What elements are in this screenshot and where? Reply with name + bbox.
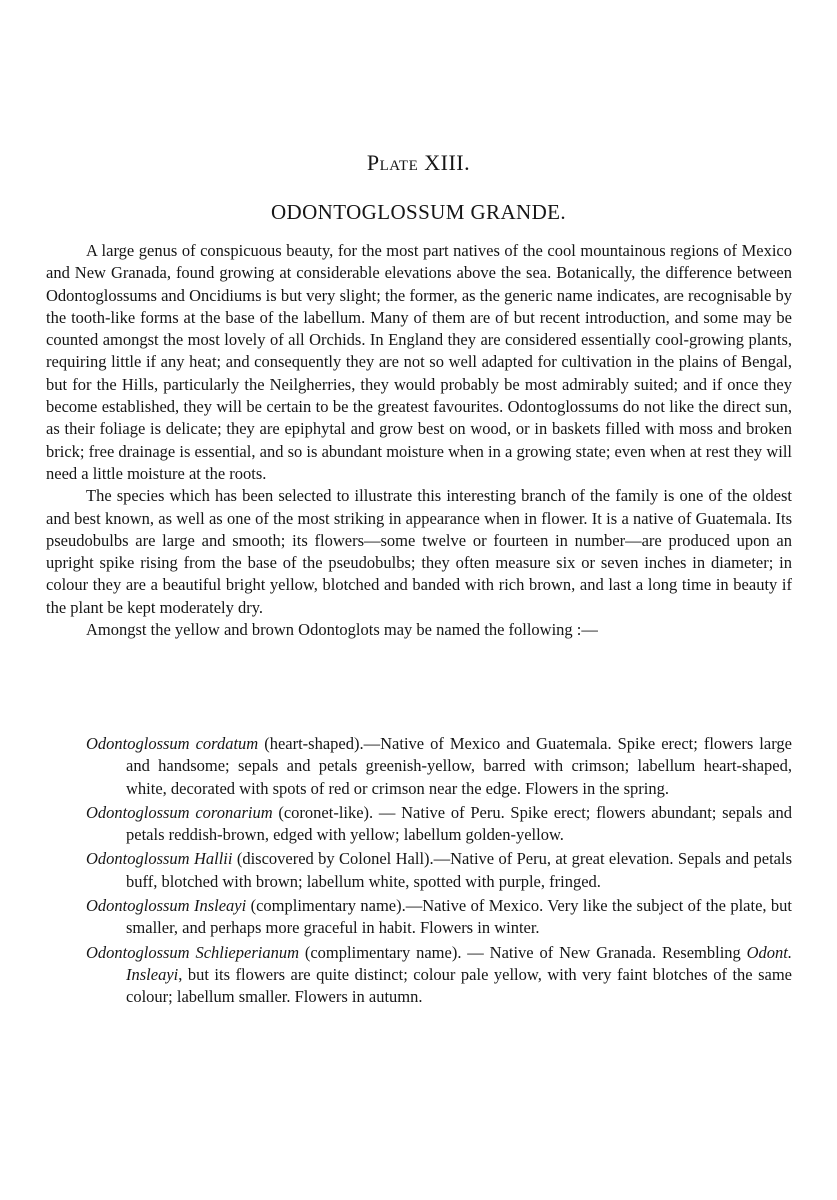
species-entry-cordatum [86,733,792,800]
species-entry-coronarium [86,802,792,847]
species-name: Odontoglossum Hallii [86,849,233,869]
plate-heading: Plate XIII. [366,150,471,175]
species-description: (coronet-like). — Native of Peru. Spike erect; flowers abundant; sepals and petals reddish-brown, edged with yellow; labellum golden-yellow. [126,802,792,845]
page-title: ODONTOGLOSSUM GRANDE. [270,200,567,224]
species-name: Odontoglossum Schlieperianum [86,942,300,962]
species-cross-reference: Odont. Insleayi [126,942,792,984]
body-text [46,240,792,641]
species-description: (complimentary name).—Native of Mexico. Very like the subject of the plate, but smaller, and perhaps more graceful in habit. Flowers in winter. [126,896,793,938]
species-list [86,733,792,1011]
species-description: (complimentary name). — Native of New Granada. Resembling [299,942,747,962]
paragraph-species: The species which has been selected to illustrate this interesting branch of the family is one of the oldest and best known, as well as one of the most striking in appearance when in flower. It is a native of Guatemala. Its pseudobulbs are large and smooth; its flowers—some twelve or fourteen in number—are produced upon an upright spike rising from the base of the pseudobulbs; they often measure six or seven inches in diameter; in colour they are a beautiful bright yellow, blotched and banded with rich brown, and last a long time in beauty if the plant be kept moderately dry. [46,486,792,617]
species-name: Odontoglossum coronarium [86,802,273,822]
paragraph-genus: A large genus of conspicuous beauty, for the most part natives of the cool mountainous regions of Mexico and New Granada, found growing at considerable elevations above the sea. Botanically, the difference between Odontoglossums and Oncidiums is but very slight; the former, as the generic name indicates, are recognisable by the tooth-like forms at the base of the labellum. Many of them are of but recent introduction, and some may be counted amongst the most lovely of all Orchids. In England they are considered essentially cool-growing plants, requiring little if any heat; and consequently they are not so well adapted for cultivation in the plains of Bengal, but for the Hills, particularly the Neilgherries, they would probably be most admirably suited; and if once they become established, they will be certain to be the greatest favourites. Odontoglossums do not like the direct sun, as their foliage is delicate; they are epiphytal and grow best on wood, or in baskets filled with moss and broken brick; free drainage is essential, and so is abundant moisture when in a growing state; even when at rest they will need a little moisture at the roots. [46,241,792,483]
species-description: (heart-shaped).—Native of Mexico and Guatemala. Spike erect; flowers large and handsome; sepals and petals greenish-yellow, barred with crimson; labellum heart-shaped, white, decorated with spots of red or crimson near the edge. Flowers in the spring. [126,734,792,798]
paragraph-intro-list: Amongst the yellow and brown Odontoglots may be named the following :— [86,620,598,640]
species-entry-schlieperianum [86,942,792,1009]
species-entry-hallii [86,848,792,893]
species-name: Odontoglossum Insleayi [86,896,247,916]
species-description: (discovered by Colonel Hall).—Native of Peru, at great elevation. Sepals and petals buff, blotched with brown; labellum white, spotted with purple, fringed. [126,849,792,891]
species-description-continued: , but its flowers are quite distinct; colour pale yellow, with very faint blotches of the same colour; labellum smaller. Flowers in autumn. [126,964,792,1007]
species-name: Odontoglossum cordatum [86,734,259,753]
species-entry-insleayi [86,895,792,940]
